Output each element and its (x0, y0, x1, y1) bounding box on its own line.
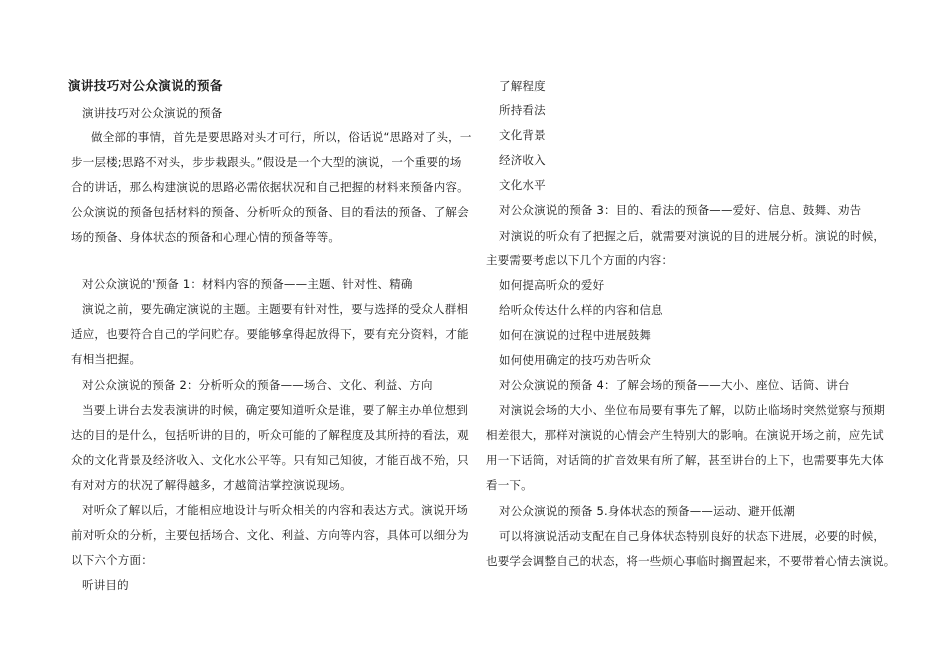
list-item: 给听众传达什么样的内容和信息 (499, 303, 663, 317)
paragraph-line: 对听众了解以后，才能相应地设计与听众相关的内容和表达方式。演说开场 (82, 503, 469, 517)
paragraph-line: 场的预备、身体状态的预备和心理心情的预备等等。 (71, 230, 341, 244)
paragraph-line: 做全部的事情，首先是要思路对头才可行，所以，俗话说“思路对了头，一 (91, 130, 472, 144)
list-item: 听讲目的 (82, 578, 129, 592)
list-item: 所持看法 (499, 103, 546, 117)
list-item: 如何在演说的过程中进展鼓舞 (499, 328, 652, 342)
paragraph-line: 对演说的听众有了把握之后，就需要对演说的目的进展分析。演说的时候， (499, 229, 886, 243)
paragraph-line: 当要上讲台去发表演讲的时候，确定要知道听众是谁，要了解主办单位想到 (82, 403, 469, 417)
paragraph-line: 达的目的是什么，包括听讲的目的，听众可能的了解程度及其所持的看法，观 (71, 428, 469, 442)
paragraph-line: 适应，也要符合自己的学问贮存。要能够拿得起放得下，要有充分资料，才能 (71, 327, 469, 341)
section-heading: 对公众演说的'预备 1：材料内容的预备——主题、针对性、精确 (82, 277, 413, 291)
paragraph-line: 可以将演说活动支配在自己身体状态特别良好的状态下进展，必要的时候， (499, 529, 886, 543)
list-item: 文化背景 (499, 128, 546, 142)
paragraph-line: 公众演说的预备包括材料的预备、分析听众的预备、目的看法的预备、了解会 (71, 205, 469, 219)
section-heading: 对公众演说的预备 3：目的、看法的预备——爱好、信息、鼓舞、劝告 (499, 203, 862, 217)
list-item: 如何提高听众的爱好 (499, 278, 605, 292)
paragraph-line: 步一层楼;思路不对头，步步栽跟头。”假设是一个大型的演说，一个重要的场 (71, 155, 462, 169)
section-heading: 对公众演说的预备 4：了解会场的预备——大小、座位、话筒、讲台 (499, 378, 850, 392)
list-item: 如何使用确定的技巧劝告听众 (499, 353, 652, 367)
paragraph-line: 也要学会调整自己的状态，将一些烦心事临时搁置起来，不要带着心情去演说。 (486, 554, 896, 568)
paragraph-line: 看一下。 (486, 478, 533, 492)
document-title: 演讲技巧对公众演说的预备 (68, 78, 223, 93)
list-item: 了解程度 (499, 79, 546, 93)
paragraph-line: 合的讲话，那么构建演说的思路必需依据状况和自己把握的材料来预备内容。 (71, 180, 469, 194)
paragraph-line: 有相当把握。 (71, 352, 142, 366)
paragraph-line: 相差很大，那样对演说的心情会产生特别大的影响。在演说开场之前，应先试 (486, 428, 884, 442)
paragraph-line: 前对听众的分析，主要包括场合、文化、利益、方向等内容，具体可以细分为 (71, 528, 469, 542)
paragraph-line: 以下六个方面： (71, 553, 153, 567)
paragraph-line: 主要需要考虑以下几个方面的内容： (486, 253, 674, 267)
list-item: 经济收入 (499, 153, 546, 167)
paragraph-line: 用一下话筒，对话筒的扩音效果有所了解，甚至讲台的上下，也需要事先大体 (486, 453, 884, 467)
section-heading: 对公众演说的预备 2：分析听众的预备——场合、文化、利益、方向 (82, 378, 433, 392)
paragraph-line: 众的文化背景及经济收入、文化水公平等。只有知己知彼，才能百战不殆，只 (71, 453, 469, 467)
section-heading: 对公众演说的预备 5.身体状态的预备——运动、避开低潮 (499, 504, 796, 518)
paragraph-line: 对演说会场的大小、坐位布局要有事先了解，以防止临场时突然觉察与预期 (499, 403, 886, 417)
subtitle: 演讲技巧对公众演说的预备 (82, 106, 223, 120)
paragraph-line: 演说之前，要先确定演说的主题。主题要有针对性，要与选择的受众人群相 (82, 302, 469, 316)
paragraph-line: 有对对方的状况了解得越多，才越简洁掌控演说现场。 (71, 478, 352, 492)
list-item: 文化水平 (499, 178, 546, 192)
